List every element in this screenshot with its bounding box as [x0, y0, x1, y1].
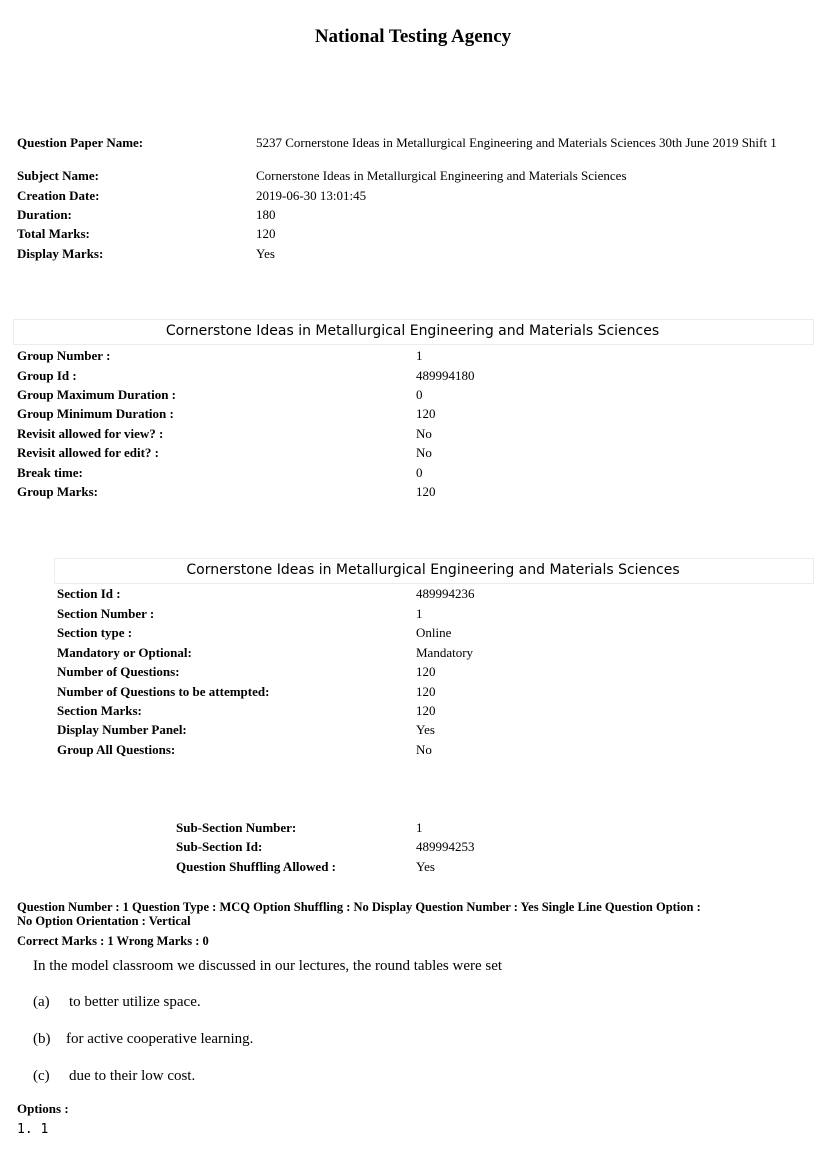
- question-header-line2: No Option Orientation : Vertical: [17, 914, 191, 928]
- choice-text-b: for active cooperative learning.: [66, 1031, 254, 1047]
- mandatory-value: Mandatory: [416, 645, 474, 660]
- choice-key-b: (b): [33, 1031, 51, 1047]
- num-attempted-label: Number of Questions to be attempted:: [57, 684, 270, 699]
- group-id-value: 489994180: [416, 368, 475, 383]
- group-all-label: Group All Questions:: [57, 742, 176, 757]
- group-title: Cornerstone Ideas in Metallurgical Engineering and Materials Sciences: [165, 323, 660, 339]
- display-panel-label: Display Number Panel:: [57, 722, 187, 737]
- section-title: Cornerstone Ideas in Metallurgical Engineering and Materials Sciences: [186, 562, 680, 578]
- section-marks-value: 120: [416, 703, 436, 718]
- display-marks-value: Yes: [256, 246, 275, 261]
- shuffling-value: Yes: [416, 859, 435, 874]
- display-panel-value: Yes: [416, 722, 435, 737]
- subject-name-label: Subject Name:: [17, 168, 99, 183]
- break-time-label: Break time:: [17, 465, 83, 480]
- group-all-value: No: [416, 742, 432, 757]
- group-marks-value: 120: [416, 484, 436, 499]
- break-time-value: 0: [416, 465, 423, 480]
- page-title: National Testing Agency: [314, 26, 512, 47]
- group-id-label: Group Id :: [17, 368, 77, 383]
- num-questions-label: Number of Questions:: [57, 664, 180, 679]
- display-marks-label: Display Marks:: [17, 246, 104, 261]
- group-min-duration-label: Group Minimum Duration :: [17, 406, 174, 421]
- section-marks-label: Section Marks:: [57, 703, 142, 718]
- subject-name-value: Cornerstone Ideas in Metallurgical Engineering and Materials Sciences: [256, 168, 627, 183]
- question-header-line1: Question Number : 1 Question Type : MCQ Option Shuffling : No Display Question Number : Yes Single Line Question Option :: [17, 900, 701, 914]
- duration-label: Duration:: [17, 207, 72, 222]
- num-questions-value: 120: [416, 664, 436, 679]
- group-max-duration-value: 0: [416, 387, 423, 402]
- section-id-label: Section Id :: [57, 586, 121, 601]
- group-min-duration-value: 120: [416, 406, 436, 421]
- group-marks-label: Group Marks:: [17, 484, 99, 499]
- group-number-value: 1: [416, 348, 423, 363]
- section-number-label: Section Number :: [57, 606, 155, 621]
- num-attempted-value: 120: [416, 684, 436, 699]
- question-marks: Correct Marks : 1 Wrong Marks : 0: [17, 934, 209, 948]
- paper-name-value: 5237 Cornerstone Ideas in Metallurgical Engineering and Materials Sciences 30th June 2019 Shift 1: [256, 135, 777, 150]
- creation-date-label: Creation Date:: [17, 188, 100, 203]
- total-marks-value: 120: [256, 226, 276, 241]
- revisit-view-label: Revisit allowed for view? :: [17, 426, 164, 441]
- choice-text-c: due to their low cost.: [69, 1068, 196, 1084]
- revisit-view-value: No: [416, 426, 432, 441]
- revisit-edit-label: Revisit allowed for edit? :: [17, 445, 160, 460]
- group-number-label: Group Number :: [17, 348, 111, 363]
- group-max-duration-label: Group Maximum Duration :: [17, 387, 177, 402]
- shuffling-label: Question Shuffling Allowed :: [176, 859, 337, 874]
- options-label: Options :: [17, 1101, 69, 1116]
- section-id-value: 489994236: [416, 586, 475, 601]
- section-number-value: 1: [416, 606, 423, 621]
- choice-key-c: (c): [33, 1068, 50, 1084]
- option-item: 1. 1: [17, 1122, 49, 1137]
- section-type-label: Section type :: [57, 625, 133, 640]
- duration-value: 180: [256, 207, 276, 222]
- choice-text-a: to better utilize space.: [69, 994, 201, 1010]
- paper-name-label: Question Paper Name:: [17, 135, 144, 150]
- mandatory-label: Mandatory or Optional:: [57, 645, 192, 660]
- subsection-number-label: Sub-Section Number:: [176, 820, 297, 835]
- revisit-edit-value: No: [416, 445, 432, 460]
- subsection-id-label: Sub-Section Id:: [176, 839, 263, 854]
- subsection-id-value: 489994253: [416, 839, 475, 854]
- question-text: In the model classroom we discussed in our lectures, the round tables were set: [33, 958, 503, 974]
- total-marks-label: Total Marks:: [17, 226, 90, 241]
- section-type-value: Online: [416, 625, 452, 640]
- choice-key-a: (a): [33, 994, 50, 1010]
- creation-date-value: 2019-06-30 13:01:45: [256, 188, 367, 203]
- subsection-number-value: 1: [416, 820, 423, 835]
